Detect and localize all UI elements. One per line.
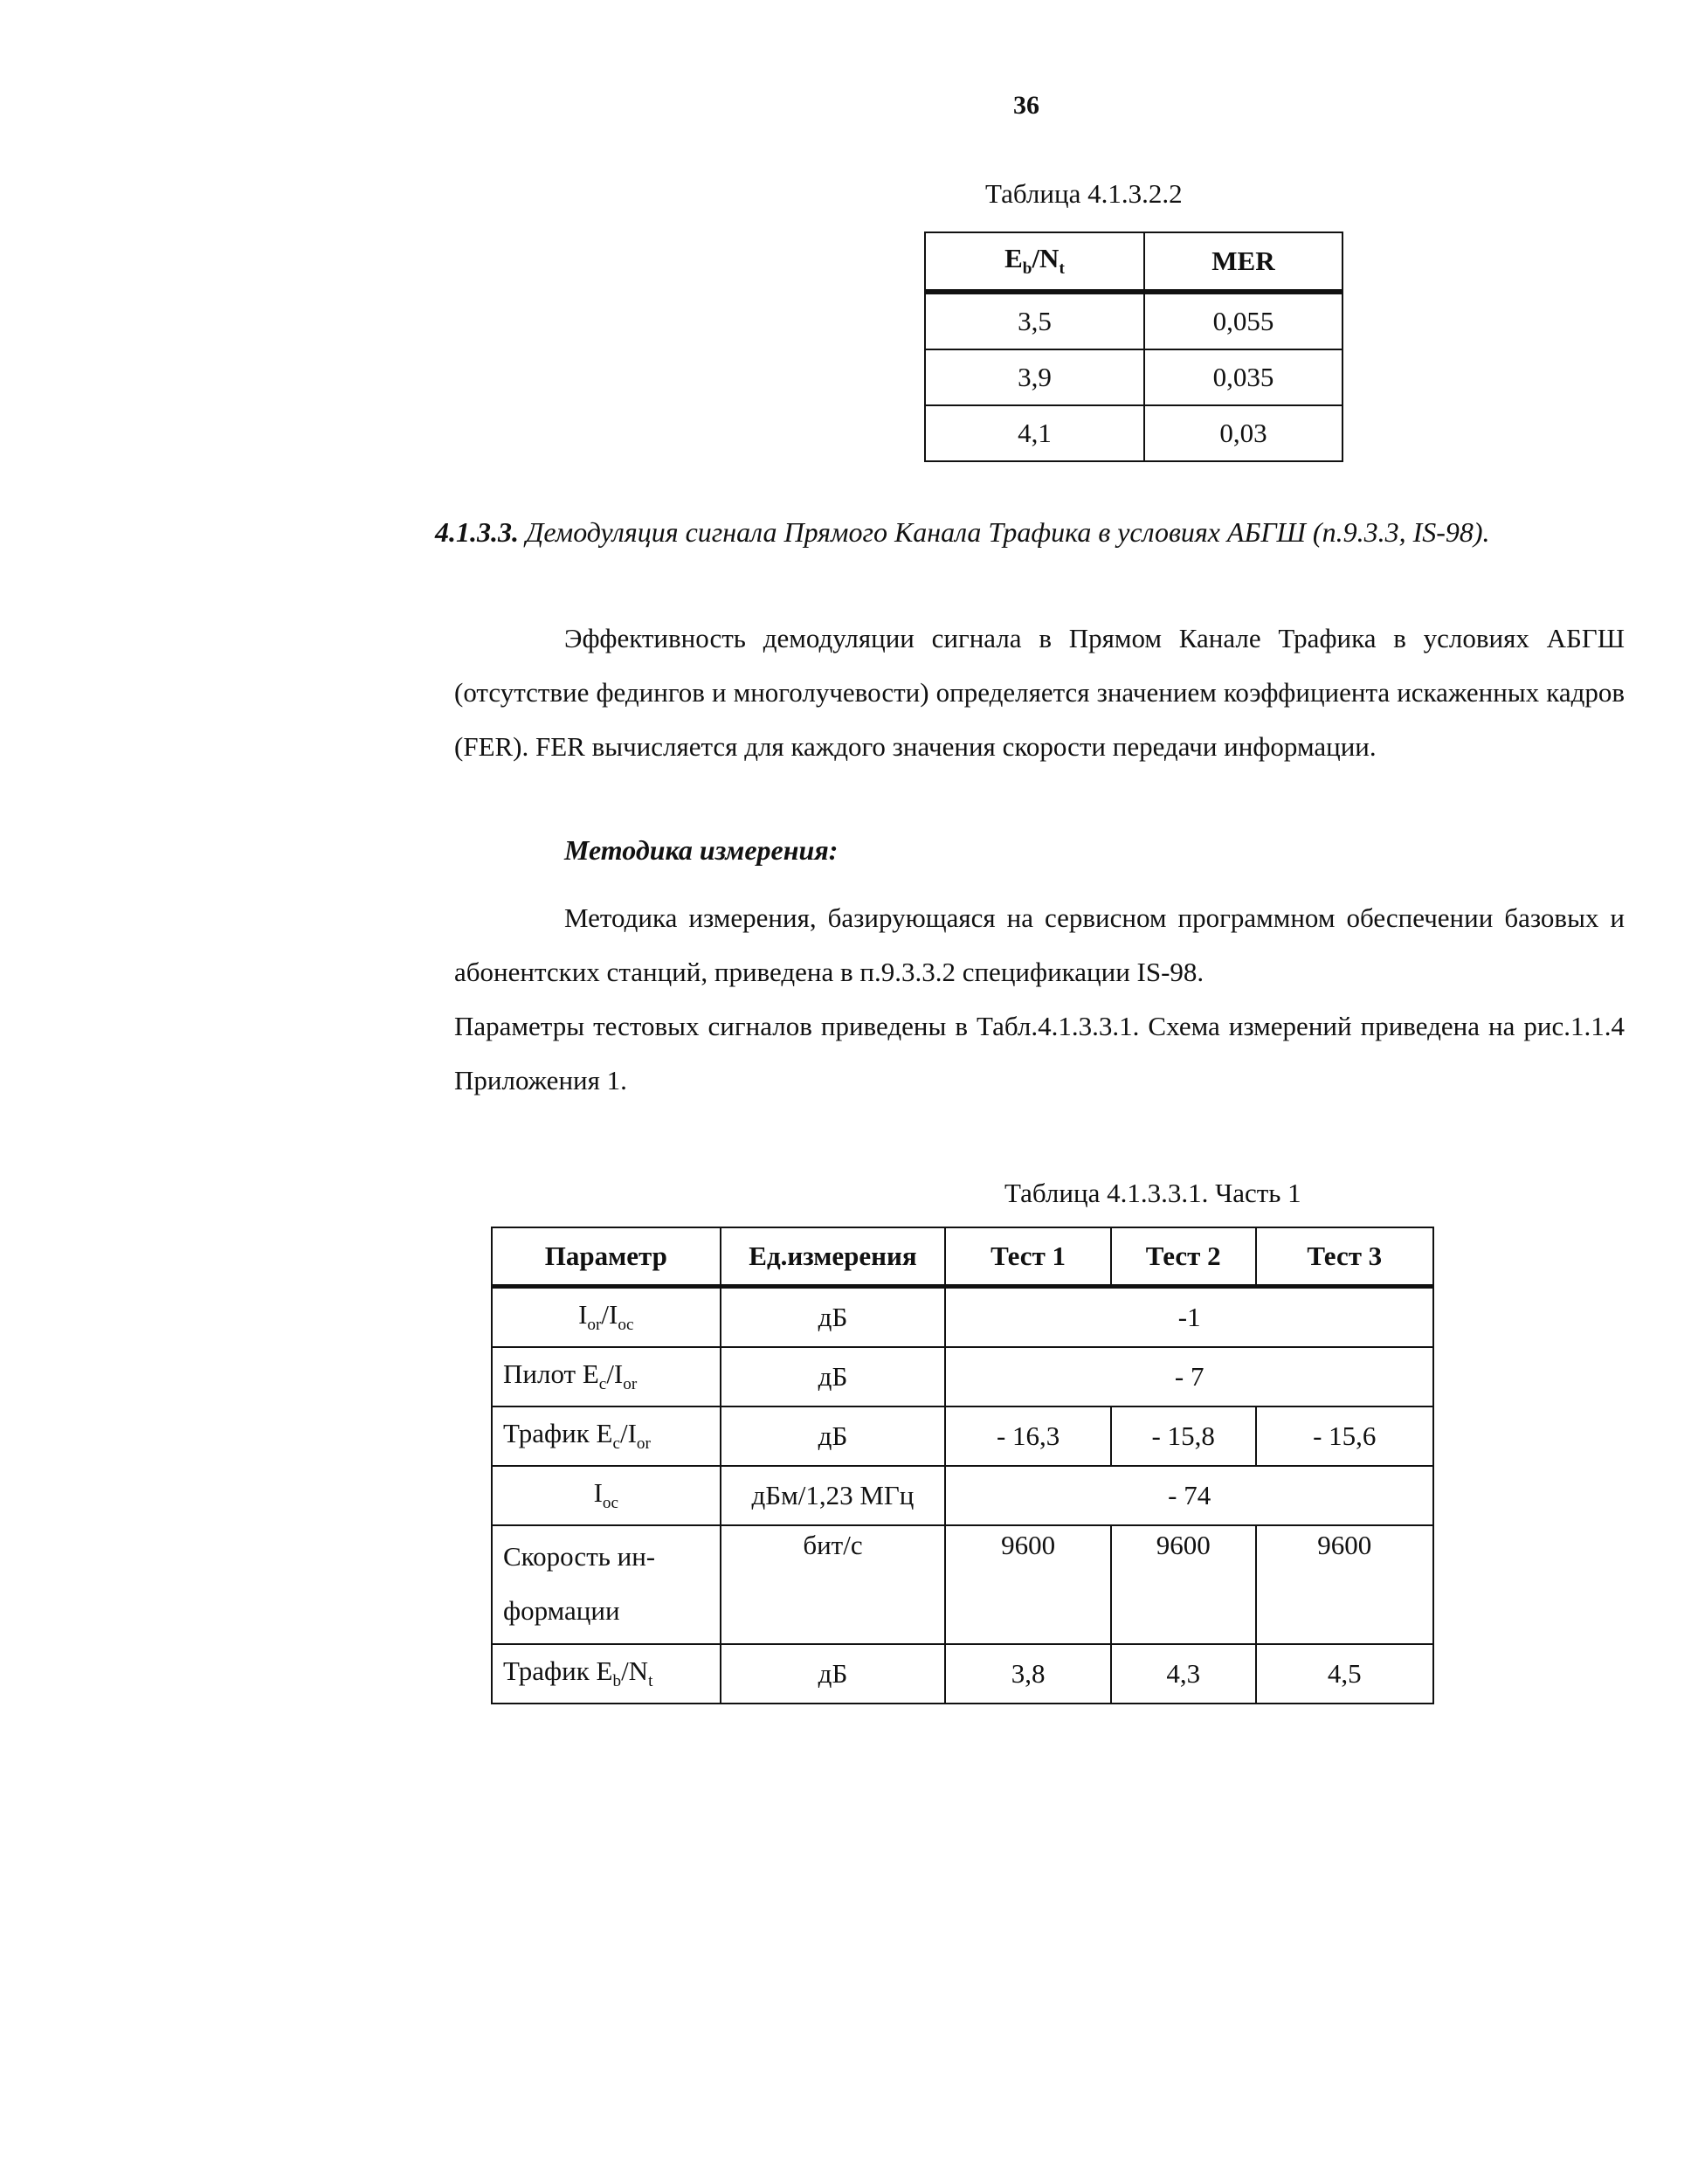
header-test2: Тест 2 [1111,1227,1256,1287]
param-speed: Скорость ин- формации [492,1525,721,1644]
paragraph-method: Методика измерения, базирующаяся на сервисном программном обеспечении базовых и абонентских станций, приведена в п.9.3.3.2 спецификации IS-98. [454,902,1625,987]
mer-table [924,232,1343,462]
ebnt-header: $E_b/N_t$ [925,232,1144,292]
section-number: 4.1.3.3. [435,516,519,548]
value-cell: 3,8 [945,1644,1111,1704]
table-cell: 3,9 [925,349,1144,405]
table2-caption: Таблица 4.1.3.3.1. Часть 1 [1004,1178,1301,1208]
header-test1: Тест 1 [945,1227,1111,1287]
parameters-table [491,1227,1434,1704]
value-cell: - 15,8 [1111,1406,1256,1466]
value-cell: 9600 [1256,1525,1434,1644]
table-row [492,1287,1433,1348]
value-cell: - 7 [945,1347,1433,1406]
header-unit: Ед.измерения [721,1227,946,1287]
unit-cell: дБ [721,1406,946,1466]
paragraph-efficiency: Эффективность демодуляции сигнала в Прямом Канале Трафика в условиях АБГШ (отсутствие федингов и многолучевости) определяется значением коэффициента искаженных кадров (FER). FER вычисляется для каждого значения скорости передачи информации. [454,623,1625,762]
table-cell: 4,1 [925,405,1144,461]
method-heading: Методика измерения: [564,834,839,866]
table-row [492,1644,1433,1704]
page-number: 36 [1013,91,1039,120]
header-test3: Тест 3 [1256,1227,1434,1287]
header-parameter: Параметр [492,1227,721,1287]
table-header-row [925,232,1343,292]
table-row [492,1525,1433,1644]
param-pilot: Пилот $E_c/I_{or}$ [492,1347,721,1406]
value-cell: - 74 [945,1466,1433,1525]
param-ior-ioc: $I_{or}/I_{oc}$ [492,1287,721,1348]
table-row [925,349,1343,405]
value-cell: -1 [945,1287,1433,1348]
table-cell: 0,03 [1144,405,1343,461]
table-row [492,1406,1433,1466]
value-cell: 9600 [1111,1525,1256,1644]
table-cell: 0,055 [1144,292,1343,349]
value-cell: - 15,6 [1256,1406,1434,1466]
table-row [492,1466,1433,1525]
value-cell: 4,5 [1256,1644,1434,1704]
table1-caption: Таблица 4.1.3.2.2 [985,178,1183,209]
section-heading [435,505,1623,559]
unit-cell: дБм/1,23 МГц [721,1466,946,1525]
param-traffic-eb: Трафик $E_b/N_t$ [492,1644,721,1704]
paragraph-parameters: Параметры тестовых сигналов приведены в Табл.4.1.3.3.1. Схема измерений приведена на рис.1.1.4 Приложения 1. [454,1011,1625,1095]
value-cell: - 16,3 [945,1406,1111,1466]
table-row [925,292,1343,349]
value-cell: 9600 [945,1525,1111,1644]
value-cell: 4,3 [1111,1644,1256,1704]
unit-cell: дБ [721,1287,946,1348]
mer-header: MER [1144,232,1343,292]
unit-cell: дБ [721,1644,946,1704]
table-cell: 3,5 [925,292,1144,349]
table-cell: 0,035 [1144,349,1343,405]
section-title: Демодуляция сигнала Прямого Канала Трафика в условиях АБГШ (п.9.3.3, IS-98). [526,516,1490,548]
unit-cell: дБ [721,1347,946,1406]
unit-cell: бит/с [721,1525,946,1644]
param-traffic-ec: Трафик $E_c/I_{or}$ [492,1406,721,1466]
table-header-row [492,1227,1433,1287]
table-row [925,405,1343,461]
table-row [492,1347,1433,1406]
param-ioc: $I_{oc}$ [492,1466,721,1525]
